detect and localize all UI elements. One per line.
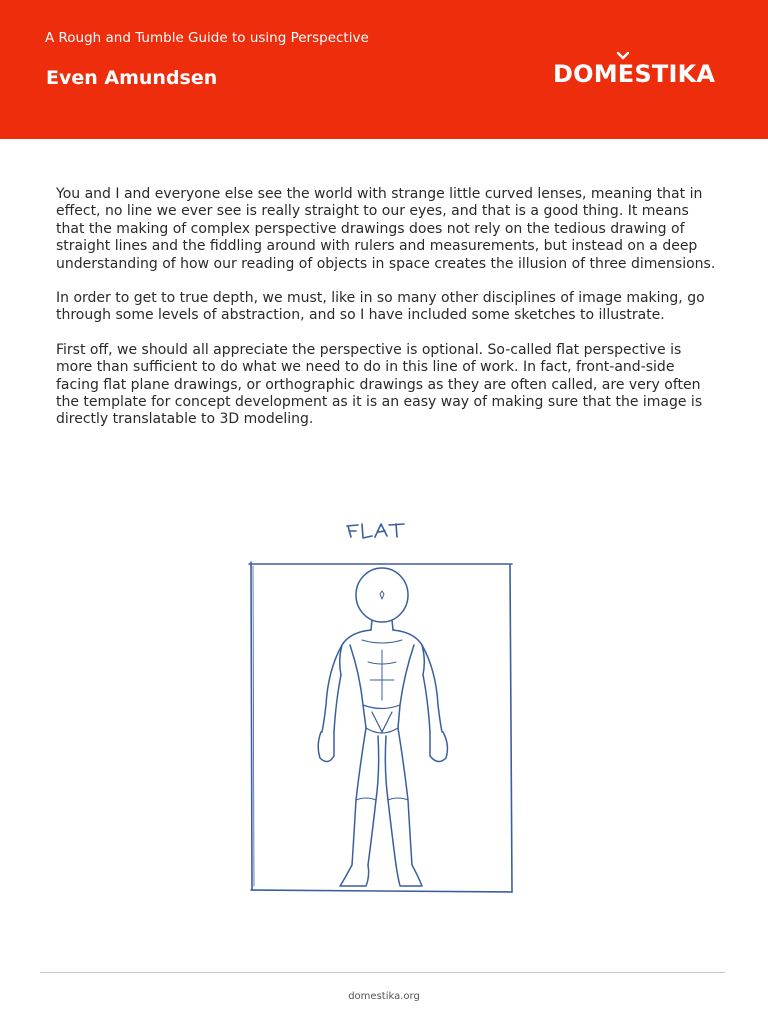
article-body	[56, 186, 718, 446]
domestika-logo[interactable]	[553, 56, 729, 90]
author-name: Even Amundsen	[46, 67, 218, 89]
guide-title: A Rough and Tumble Guide to using Perspective	[45, 30, 369, 46]
paragraph: First off, we should all appreciate the perspective is optional. So-called flat perspective is more than sufficient to do what we need to do in this line of work. In fact, front-and-side facing flat plane drawings, or orthographic drawings as they are often called, are very often the template for concept development as it is an easy way of making sure that the image is directly translatable to 3D modeling.	[56, 341, 703, 428]
sketch-frame	[249, 562, 512, 892]
figure-body	[318, 568, 447, 886]
logo-wordmark: DOMESTIKA	[553, 60, 716, 88]
header-banner	[0, 0, 768, 139]
logo-accent-icon	[615, 50, 631, 62]
footer-divider	[40, 972, 725, 973]
sketch-canvas	[200, 500, 552, 955]
flat-figure-sketch	[200, 500, 552, 955]
paragraph: In order to get to true depth, we must, like in so many other disciplines of image making, go through some levels of abstraction, and so I have included some sketches to illustrate.	[56, 290, 705, 324]
flat-label	[347, 524, 404, 538]
footer-url[interactable]: domestika.org	[348, 991, 420, 1002]
paragraph: You and I and everyone else see the world with strange little curved lenses, meaning that in effect, no line we ever see is really straight to our eyes, and that is a good thing. It means that the making of complex perspective drawings does not rely on the tedious drawing of straight lines and the fiddling around with rulers and measurements, but instead on a deep understanding of how our reading of objects in space creates the illusion of three dimensions.	[56, 186, 716, 272]
